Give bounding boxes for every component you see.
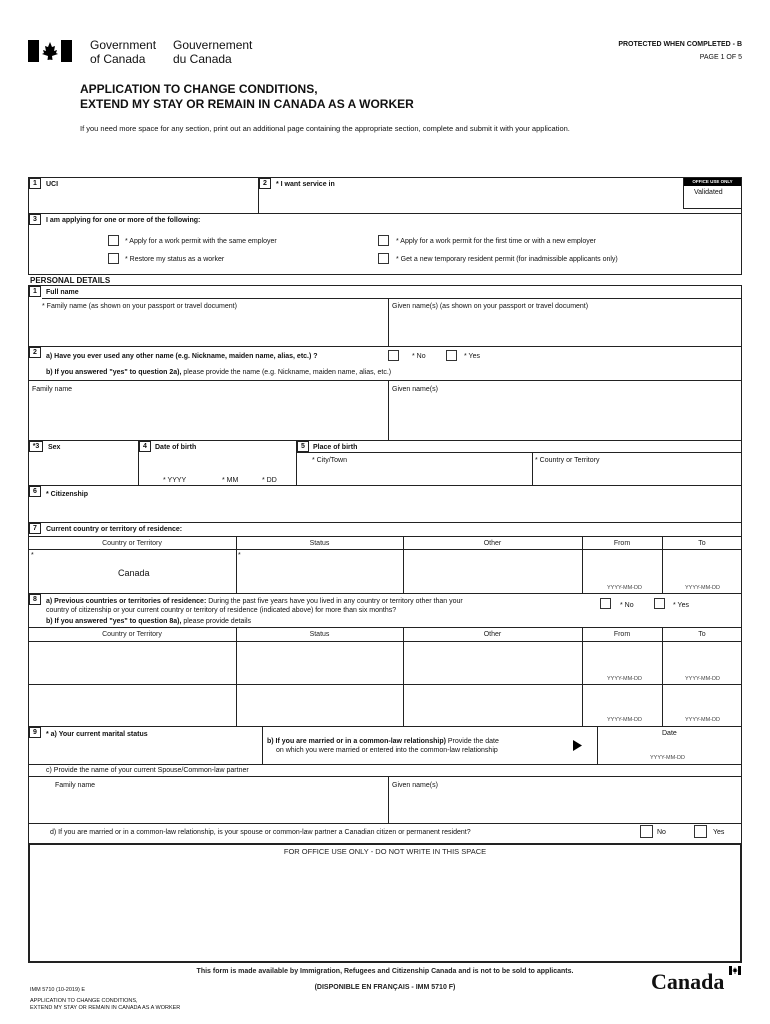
gov-en-line1: Government <box>90 38 157 52</box>
gov-en-line2: of Canada <box>90 52 146 66</box>
dob-number: 4 <box>139 441 151 452</box>
spouse-family-name-input[interactable] <box>42 792 386 821</box>
given-name-input[interactable] <box>390 312 740 344</box>
other-name-no-checkbox[interactable] <box>388 350 399 361</box>
applying-for-label: I am applying for one or more of the following: <box>46 217 201 224</box>
place-of-birth-number: 5 <box>297 441 309 452</box>
canada-wordmark: Canada <box>651 969 725 994</box>
gov-fr-line1: Gouvernement <box>173 38 253 52</box>
page-number: PAGE 1 OF 5 <box>699 54 742 61</box>
previous-row2-to-placeholder[interactable]: YYYY-MM-DD <box>685 717 720 723</box>
residence-status-select[interactable] <box>240 556 400 590</box>
spouse-given-name-label: Given name(s) <box>392 782 438 789</box>
residence-col-from: From <box>613 540 631 547</box>
previous-residence-no-checkbox[interactable] <box>600 598 611 609</box>
spouse-name-label: c) Provide the name of your current Spouse/Common-law partner <box>46 767 249 774</box>
option-restore-status-label: * Restore my status as a worker <box>125 256 225 263</box>
previous-row1-from-placeholder[interactable]: YYYY-MM-DD <box>607 676 642 682</box>
form-title-line2: EXTEND MY STAY OR REMAIN IN CANADA AS A WORKER <box>80 97 414 111</box>
other-family-name-input[interactable] <box>32 396 386 438</box>
previous-residence-question: a) Previous countries or territories of residence: During the past five years have you lived in any country or territory other than your <box>46 598 463 605</box>
other-name-number: 2 <box>29 347 41 358</box>
footer-french: (DISPONIBLE EN FRANÇAIS - IMM 5710 F) <box>314 984 456 991</box>
family-name-input[interactable] <box>42 312 386 344</box>
previous-residence-details-label: b) If you answered "yes" to question 8a), please provide details <box>46 618 252 625</box>
other-given-name-input[interactable] <box>390 396 740 438</box>
option-same-employer-checkbox[interactable] <box>108 235 119 246</box>
dob-label: Date of birth <box>155 444 197 451</box>
birth-country-select[interactable] <box>535 466 740 484</box>
residence-country-required: * <box>31 552 34 559</box>
previous-col-country: Country or Territory <box>102 631 162 638</box>
q2-number: 2 <box>259 178 271 189</box>
uci-label: UCI <box>46 181 59 188</box>
protected-label: PROTECTED WHEN COMPLETED - B <box>618 41 742 48</box>
marriage-date-question-line2: on which you were married or entered into the common-law relationship <box>276 747 498 754</box>
marriage-date-placeholder[interactable]: YYYY-MM-DD <box>650 755 685 761</box>
marriage-date-question: b) If you are married or in a common-law relationship) Provide the date <box>267 738 499 745</box>
option-trp-checkbox[interactable] <box>378 253 389 264</box>
dob-mm-label: * MM <box>222 477 239 484</box>
previous-col-to: To <box>698 631 706 638</box>
residence-col-status: Status <box>309 540 330 547</box>
canada-flag-icon <box>28 40 72 62</box>
other-name-details-label: b) If you answered "yes" to question 2a), please provide the name (e.g. Nickname, maiden name, alias, etc.) <box>46 369 392 376</box>
previous-residence-no-label: * No <box>620 602 634 609</box>
spouse-status-no-checkbox[interactable] <box>640 825 653 838</box>
residence-to-placeholder[interactable]: YYYY-MM-DD <box>685 585 720 591</box>
residence-col-to: To <box>698 540 706 547</box>
arrow-right-icon <box>573 740 582 751</box>
footer-form-name1: APPLICATION TO CHANGE CONDITIONS, <box>30 998 138 1004</box>
option-new-employer-label: * Apply for a work permit for the first time or with a new employer <box>396 238 596 245</box>
marital-status-number: 9 <box>29 727 41 738</box>
sex-label: Sex <box>48 444 61 451</box>
sex-select[interactable] <box>32 455 136 483</box>
residence-other-input[interactable] <box>407 556 579 590</box>
other-name-question: a) Have you ever used any other name (e.g. Nickname, maiden name, alias, etc.) ? <box>46 353 318 360</box>
full-name-label: Full name <box>46 289 79 296</box>
given-name-passport-label: Given name(s) (as shown on your passport or travel document) <box>392 303 589 310</box>
service-language-label: * I want service in <box>276 181 335 188</box>
office-use-only-label: OFFICE USE ONLY <box>684 178 741 186</box>
city-label: * City/Town <box>312 457 348 464</box>
citizenship-select[interactable] <box>42 500 737 520</box>
previous-residence-question-line2: country of citizenship or your current country or territory of residence (indicated above) for more than six months? <box>46 607 397 614</box>
marital-status-label: * a) Your current marital status <box>46 731 148 738</box>
option-same-employer-label: * Apply for a work permit with the same employer <box>125 238 277 245</box>
spouse-status-yes-checkbox[interactable] <box>694 825 707 838</box>
residence-col-country: Country or Territory <box>102 540 162 547</box>
office-use-section <box>28 843 742 963</box>
residence-country-value[interactable]: Canada <box>118 568 150 578</box>
personal-details-title: PERSONAL DETAILS <box>30 276 111 285</box>
dob-dd-label: * DD <box>262 477 277 484</box>
option-new-employer-checkbox[interactable] <box>378 235 389 246</box>
service-language-select[interactable] <box>270 190 670 212</box>
family-name-passport-label: * Family name (as shown on your passport or travel document) <box>42 303 237 310</box>
previous-row2-from-placeholder[interactable]: YYYY-MM-DD <box>607 717 642 723</box>
birth-country-label: * Country or Territory <box>535 457 600 464</box>
dob-yyyy-label: * YYYY <box>163 477 187 484</box>
residence-from-placeholder[interactable]: YYYY-MM-DD <box>607 585 642 591</box>
footer-form-name2: EXTEND MY STAY OR REMAIN IN CANADA AS A WORKER <box>30 1005 181 1011</box>
spouse-family-name-label: Family name <box>55 782 96 789</box>
marital-status-select[interactable] <box>44 742 259 762</box>
previous-col-status: Status <box>309 631 330 638</box>
option-restore-status-checkbox[interactable] <box>108 253 119 264</box>
previous-residence-yes-label: * Yes <box>673 602 689 609</box>
footer-notice: This form is made available by Immigration, Refugees and Citizenship Canada and is not to be sold to applicants. <box>196 968 574 975</box>
q3-number: 3 <box>29 214 41 225</box>
marriage-date-label: Date <box>662 730 677 737</box>
previous-row-2[interactable] <box>30 686 580 724</box>
sex-number: *3 <box>29 441 43 452</box>
gov-fr-line2: du Canada <box>173 52 232 66</box>
previous-residence-yes-checkbox[interactable] <box>654 598 665 609</box>
dob-input[interactable] <box>150 455 290 473</box>
full-name-number: 1 <box>29 286 41 297</box>
spouse-given-name-input[interactable] <box>390 792 740 821</box>
form-title-line1: APPLICATION TO CHANGE CONDITIONS, <box>80 82 318 96</box>
residence-col-other: Other <box>483 540 502 547</box>
previous-col-other: Other <box>483 631 502 638</box>
citizenship-number: 6 <box>29 486 41 497</box>
residence-status-required: * <box>238 552 241 559</box>
place-of-birth-label: Place of birth <box>313 444 358 451</box>
citizenship-label: * Citizenship <box>46 491 89 498</box>
other-name-yes-label: * Yes <box>464 353 480 360</box>
uci-field[interactable] <box>40 190 255 212</box>
previous-residence-number: 8 <box>29 594 41 605</box>
q1-number: 1 <box>29 178 41 189</box>
other-given-name-label: Given name(s) <box>392 386 438 393</box>
spouse-status-question: d) If you are married or in a common-law relationship, is your spouse or common-law partner a Canadian citizen or permanent resident? <box>50 829 471 836</box>
other-name-no-label: * No <box>412 353 426 360</box>
previous-row-1[interactable] <box>30 643 580 683</box>
wordmark-flag-icon <box>729 966 741 975</box>
current-residence-label: Current country or territory of residence: <box>46 526 183 533</box>
spouse-status-no-label: No <box>657 829 666 836</box>
current-residence-number: 7 <box>29 523 41 534</box>
other-family-name-label: Family name <box>32 386 73 393</box>
option-trp-label: * Get a new temporary resident permit (for inadmissible applicants only) <box>396 256 618 263</box>
spouse-status-yes-label: Yes <box>713 829 725 836</box>
city-input[interactable] <box>300 466 530 484</box>
instructions: If you need more space for any section, print out an additional page containing the appropriate section, complete and submit it with your application. <box>80 124 570 133</box>
footer-form-code: IMM 5710 (10-2019) E <box>30 987 86 993</box>
previous-row1-to-placeholder[interactable]: YYYY-MM-DD <box>685 676 720 682</box>
validated-label: Validated <box>694 189 723 196</box>
office-use-label: FOR OFFICE USE ONLY - DO NOT WRITE IN THIS SPACE <box>283 847 487 856</box>
previous-col-from: From <box>613 631 631 638</box>
other-name-yes-checkbox[interactable] <box>446 350 457 361</box>
